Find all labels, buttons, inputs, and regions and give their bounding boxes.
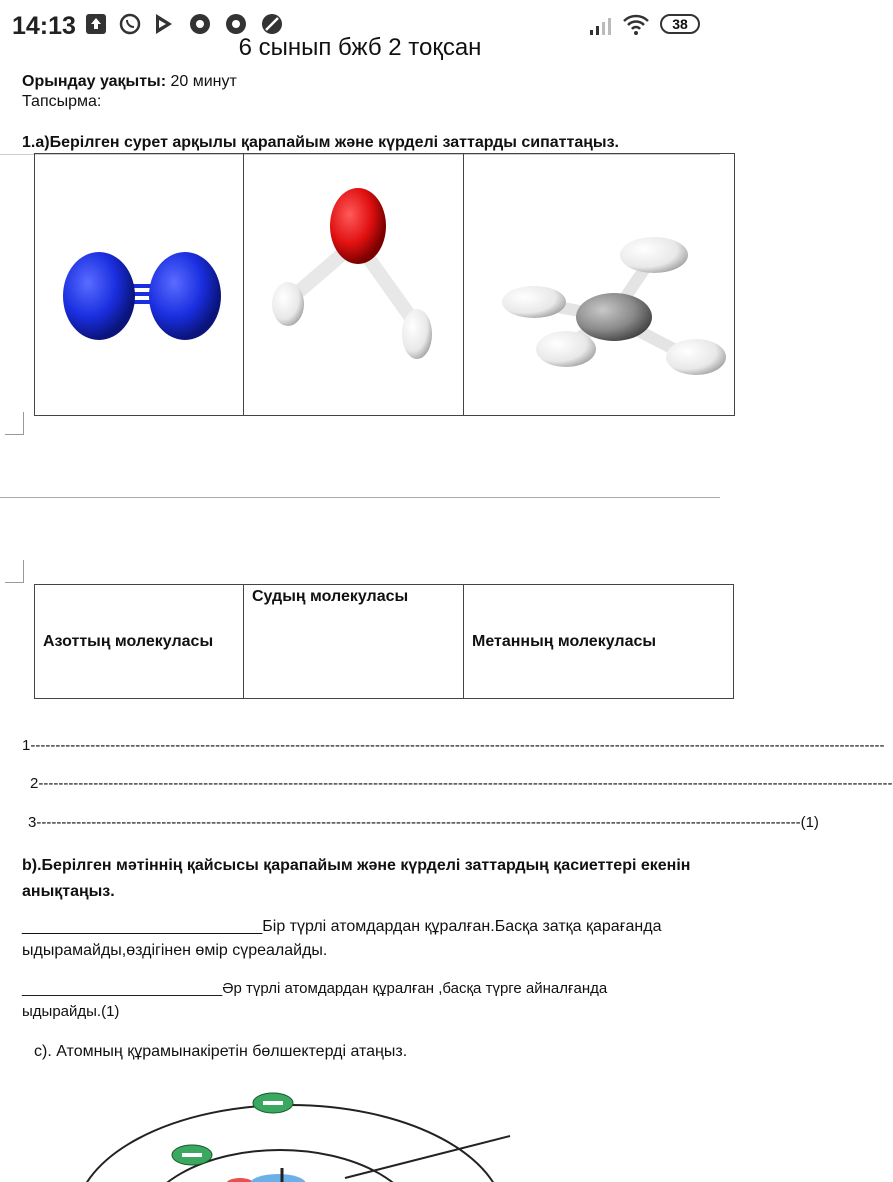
blank-line-1: ___________________________ — [22, 918, 263, 935]
page-break-line — [0, 497, 720, 498]
slash-circle-icon — [260, 12, 284, 36]
nitrogen-molecule-image — [35, 154, 243, 410]
battery-icon: 38 — [660, 14, 700, 34]
play-store-icon — [152, 12, 176, 36]
wifi-icon — [622, 12, 650, 36]
methane-cell — [464, 585, 734, 699]
page-corner-mark — [5, 560, 24, 583]
time-label: Орындау уақыты: — [22, 73, 167, 90]
molecule-names-table — [34, 584, 734, 699]
question-1b: b).Берілген мәтіннің қайсысы қарапайым және күрделі заттардың қасиеттері екенін анықтаңыз. — [22, 857, 691, 900]
upload-icon — [84, 12, 108, 36]
chrome-icon — [224, 12, 248, 36]
nitrogen-cell — [35, 585, 244, 699]
time-allowed — [22, 73, 237, 91]
page-corner-mark — [5, 412, 24, 435]
page-title: 6 сынып бжб 2 тоқсан — [238, 34, 482, 61]
question-1c: с). Атомның құрамынакіретін бөлшектерді атаңыз. — [34, 1043, 408, 1060]
statement-2-cont: ыдырайды.(1) — [22, 1003, 120, 1020]
time-value: 20 минут — [166, 73, 237, 90]
water-molecule-image — [244, 154, 463, 410]
signal-icon — [588, 14, 614, 36]
statement-1-text: Бір түрлі атомдардан құралған.Басқа затқа қарағанда — [262, 918, 662, 935]
atom-diagram — [0, 1080, 720, 1182]
answer-line-2: 2--------------------------------------------------------------------------------------------------------------------------------------------------------------------------- — [30, 775, 893, 792]
nitrogen-molecule-cell — [35, 154, 244, 416]
clock: 14:13 — [12, 12, 76, 40]
water-cell — [244, 585, 464, 699]
methane-molecule-image — [464, 157, 734, 413]
water-molecule-label: Судың молекуласы — [252, 588, 409, 605]
task-label: Тапсырма: — [22, 93, 102, 110]
methane-molecule-cell — [464, 154, 735, 416]
water-molecule-cell — [244, 154, 464, 416]
statement-1-cont: ыдырамайды,өздігінен өмір сүреалайды. — [22, 942, 328, 959]
blank-line-2: ________________________ — [22, 980, 223, 997]
chrome-icon — [188, 12, 212, 36]
question-1a: 1.а)Берілген сурет арқылы қарапайым және күрделі заттарды сипаттаңыз. — [22, 134, 619, 151]
statement-2 — [22, 980, 607, 997]
molecule-images-table — [34, 153, 735, 416]
nitrogen-molecule-label: Азоттың молекуласы — [43, 632, 214, 650]
answer-line-1: 1--------------------------------------------------------------------------------------------------------------------------------------------------------------------------- — [22, 737, 885, 754]
statement-1 — [22, 918, 662, 936]
statement-2-text: Әр түрлі атомдардан құралған ,басқа түрге айналғанда — [222, 980, 608, 997]
methane-molecule-label: Метанның молекуласы — [472, 632, 657, 650]
answer-line-3: 3---------------------------------------------------------------------------------------------------------------------------------------------------------(1) — [28, 814, 819, 831]
whatsapp-icon — [118, 12, 142, 36]
